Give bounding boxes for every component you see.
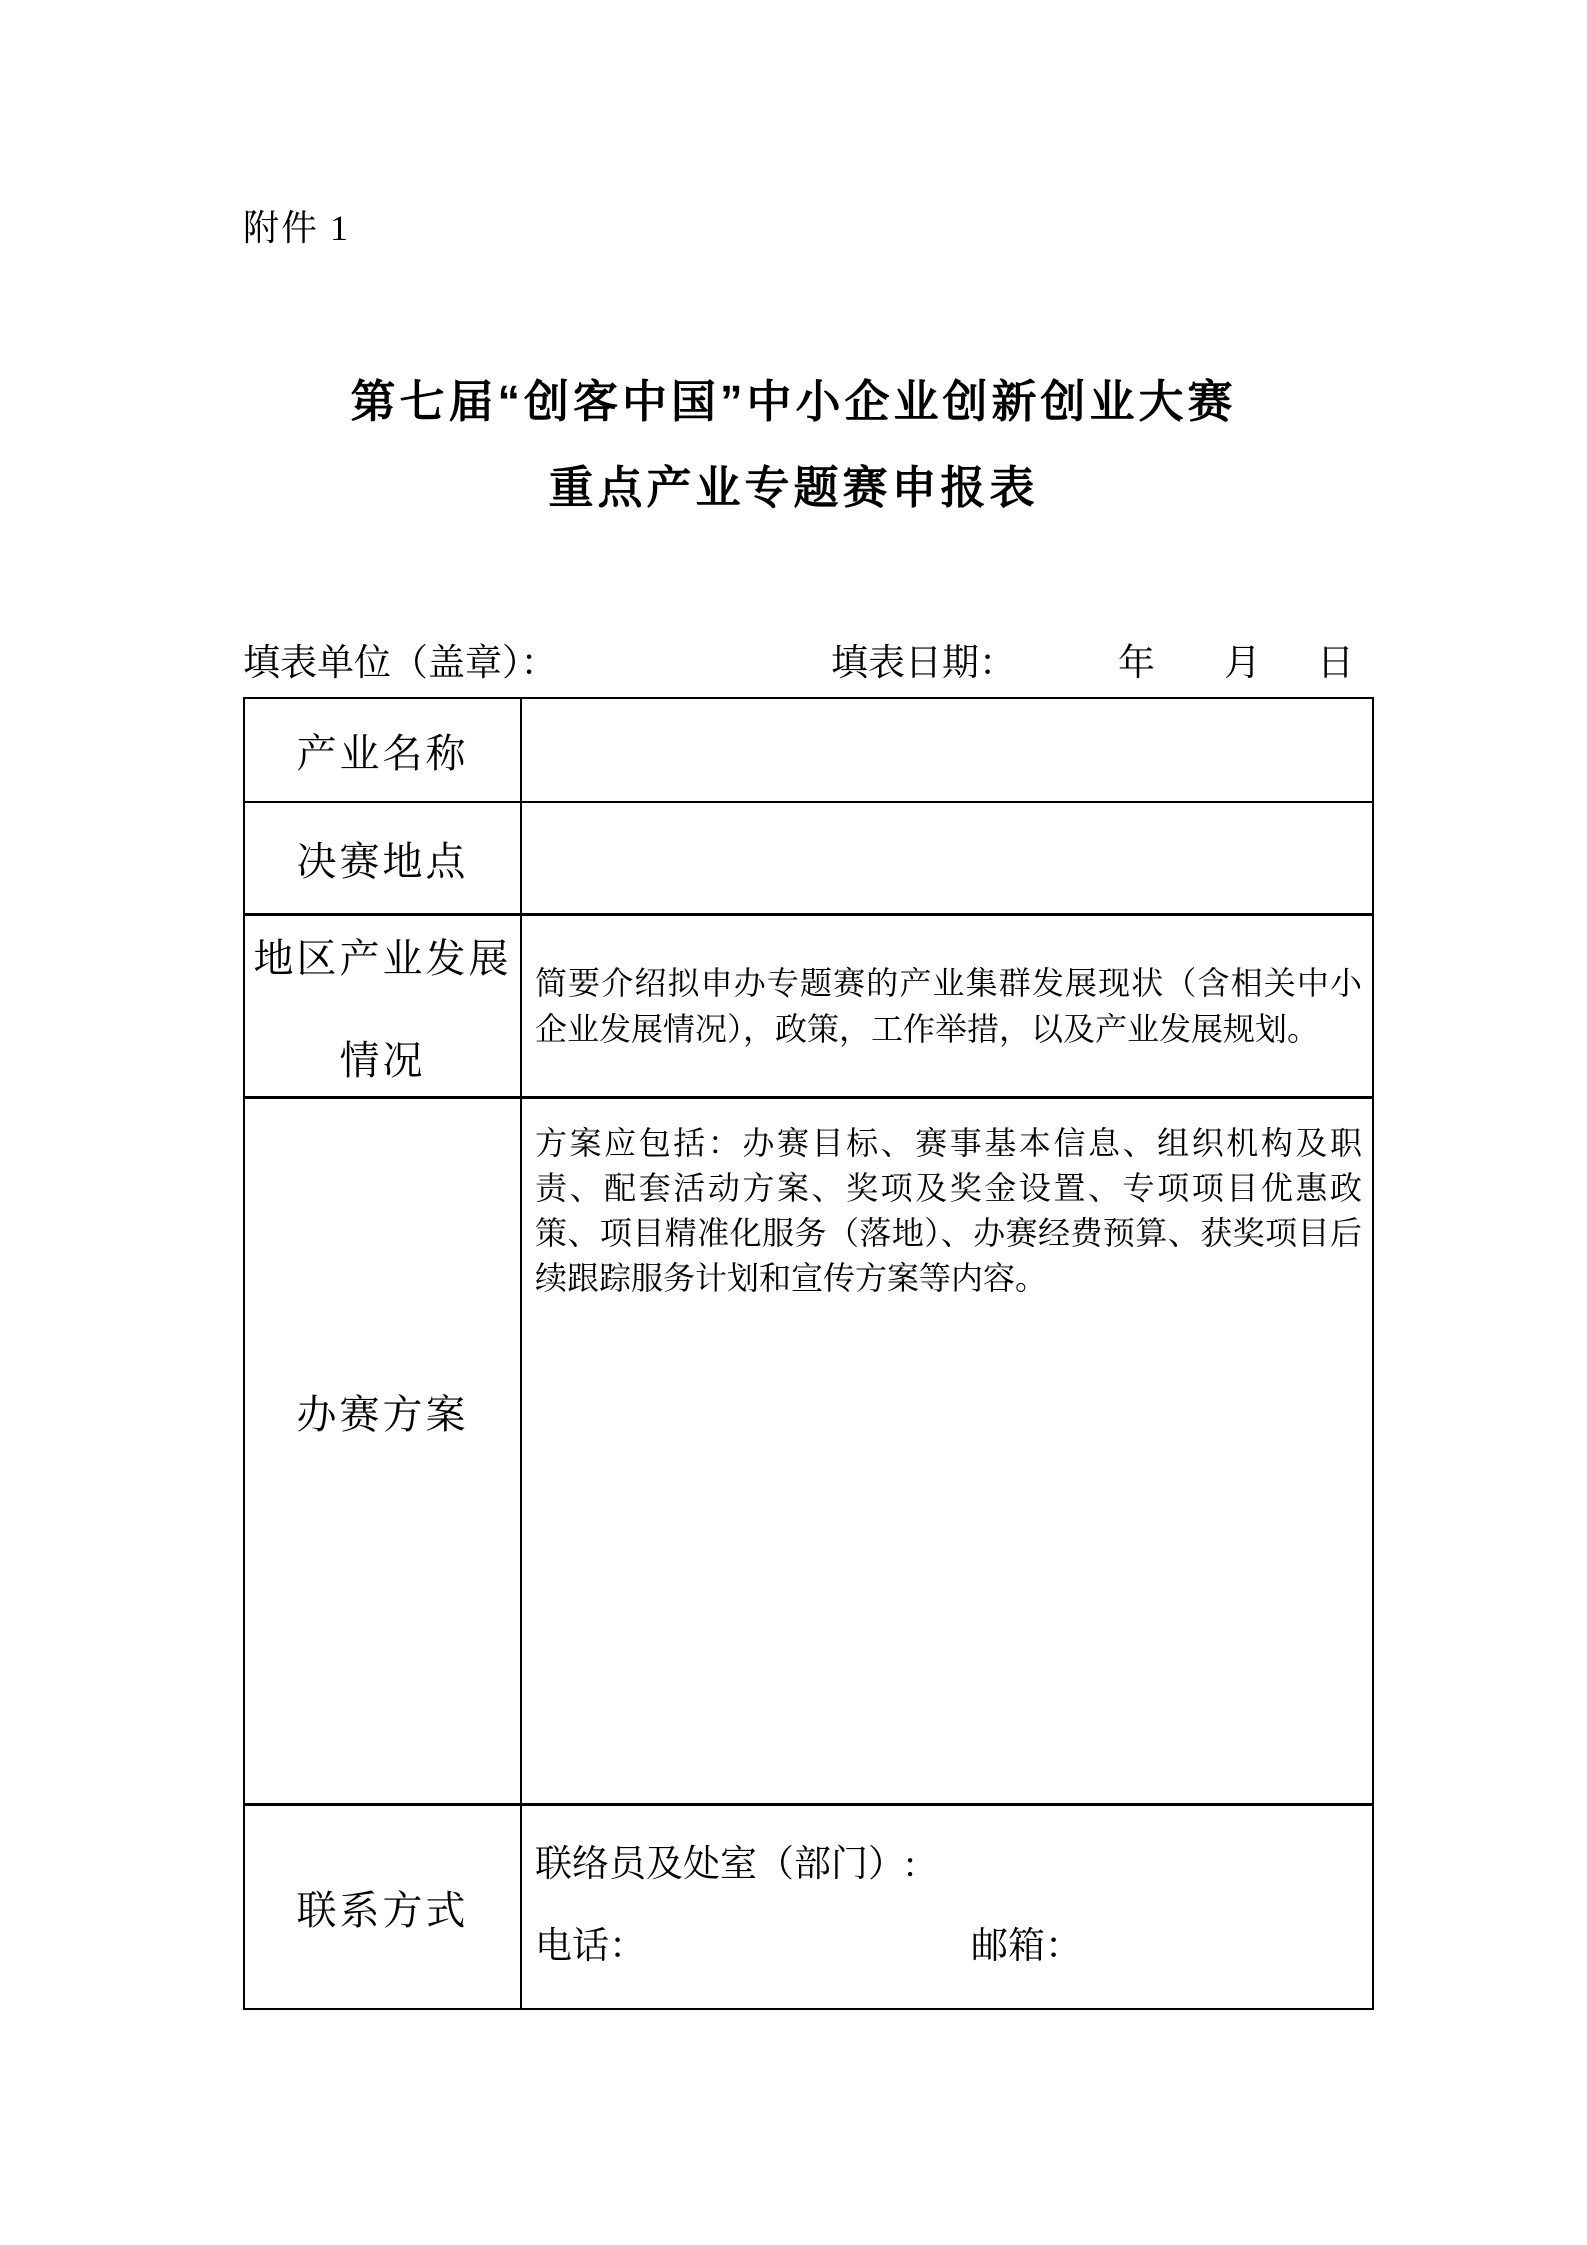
filling-date-label: 填表日期： xyxy=(831,643,1016,684)
row-label-text: 办赛方案 xyxy=(296,1391,469,1437)
field-industry-name-blank xyxy=(522,699,1372,803)
liaison-label: 联络员及处室（部门）: xyxy=(535,1844,916,1885)
row-label-text: 产业名称 xyxy=(296,730,469,776)
row-label-text-line2: 情况 xyxy=(339,1037,426,1083)
note-text: 方案应包括：办赛目标、赛事基本信息、组织机构及职责、配套活动方案、奖项及奖金设置、专项项目优惠政策、项目精准化服务（落地）、办赛经费预算、获奖项目后续跟踪服务计划和宣传方案等内容。 xyxy=(535,1125,1362,1296)
contact-phone-email-line xyxy=(535,1924,1362,1970)
field-regional-industry-note xyxy=(522,916,1372,1099)
note-text: 简要介绍拟申办专题赛的产业集群发展现状（含相关中小企业发展情况），政策，工作举措，以及产业发展规划。 xyxy=(535,965,1362,1047)
filling-unit-label: 填表单位（盖章）： xyxy=(243,643,558,684)
row-label-regional-industry-development xyxy=(245,916,522,1099)
row-label-final-venue xyxy=(245,803,522,916)
email-label: 邮箱： xyxy=(971,1926,1082,1967)
date-year-label: 年 xyxy=(1118,643,1155,684)
field-competition-plan-note xyxy=(522,1099,1372,1806)
form-title-line1: 第七届“创客中国”中小企业创新创业大赛 xyxy=(350,376,1237,427)
date-month-label: 月 xyxy=(1224,643,1261,684)
application-form-table xyxy=(243,697,1374,2010)
form-title-line2: 重点产业专题赛申报表 xyxy=(548,462,1039,513)
phone-label: 电话： xyxy=(535,1926,646,1967)
date-day-label: 日 xyxy=(1317,643,1354,684)
row-label-industry-name xyxy=(245,699,522,803)
row-label-competition-plan xyxy=(245,1099,522,1806)
row-label-text: 联系方式 xyxy=(296,1887,469,1933)
contact-liaison-line xyxy=(535,1842,1362,1888)
field-contact-info xyxy=(522,1806,1372,2008)
row-label-contact-info xyxy=(245,1806,522,2008)
row-label-text-line1: 地区产业发展 xyxy=(253,935,512,981)
attachment-label: 附件 1 xyxy=(243,208,351,248)
row-label-text: 决赛地点 xyxy=(296,838,469,884)
field-final-venue-blank xyxy=(522,803,1372,916)
